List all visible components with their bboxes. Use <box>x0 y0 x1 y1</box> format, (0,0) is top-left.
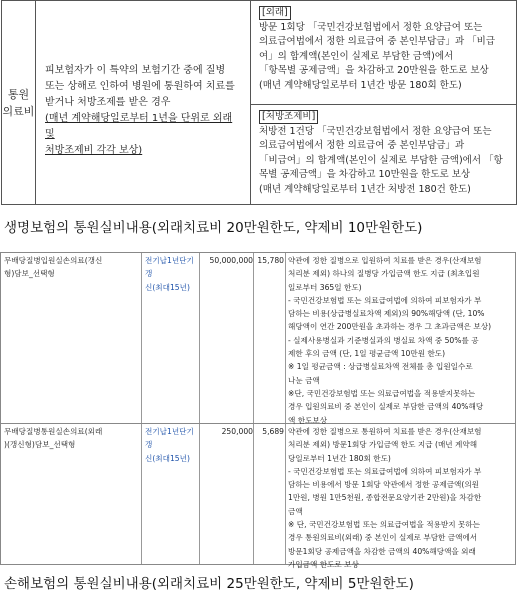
name-line: 형)담보_선택형 <box>4 269 55 279</box>
condition-line-underlined: 처방조제비 각각 보상) <box>45 145 143 156</box>
column-divider <box>253 253 254 564</box>
prescription-line: 「비급여」의 합계액(본인이 실제로 부담한 금액)에서 「항 <box>259 154 503 166</box>
prescription-line: 처방전 1건당 「국민건강보험법에서 정한 요양급여 또는 <box>259 125 492 137</box>
desc-line: 처리분 제외) 방문1회당 가입금액 한도 지급 (매년 계약해 <box>288 440 478 450</box>
prescription-line: 의료급여법에서 정한 의료급여 중 본인부담금」과 <box>259 140 465 151</box>
column-divider <box>199 253 200 564</box>
column-divider <box>285 253 286 564</box>
desc-line: 약관에 정한 질병으로 입원하여 치료를 받은 경우(산재보험 <box>288 256 482 265</box>
desc-line: 경우 입원의료비 중 본인이 실제로 부담한 금액의 40%해당 <box>288 402 484 412</box>
desc-line: 가입금액 한도로 보상 <box>288 559 359 569</box>
outpatient-line: 여」의 합계액(본인이 실제로 부담한 금액)에서 <box>259 50 454 62</box>
plan-line: 전기납1년단기갱 <box>145 256 194 279</box>
desc-line: 처리분 제외) 하나의 질병당 가입금액 한도 지급 (최초입원 <box>288 269 480 279</box>
desc-line: 경우 통원의료비(외래) 중 본인이 실제로 부담한 금액에서 <box>288 533 478 543</box>
table-row-2-premium: 5,689 <box>262 427 284 436</box>
outpatient-line: 의료급여법에서 정한 의료급여 중 본인부담금」과 「비급 <box>259 36 495 47</box>
life-insurance-coverage-table <box>1 0 517 205</box>
plan-line: 신(최대15년) <box>145 282 190 292</box>
cell-divider <box>251 104 516 105</box>
coverage-condition-cell <box>35 1 251 204</box>
desc-line: 액 한도보상 <box>288 415 328 425</box>
outpatient-line: 방문 1회당 「국민건강보험법에서 정한 요양급여 또는 <box>259 21 483 33</box>
outpatient-label: [외래] <box>259 6 291 20</box>
desc-line: 나눈 금액 <box>288 375 320 385</box>
desc-line: ※ 1일 평균금액 : 상급병실료차액 전체를 총 입원일수로 <box>288 362 473 372</box>
prescription-label: [처방조제비] <box>259 110 318 124</box>
name-line: )(갱신형)담보_선택형 <box>4 440 76 450</box>
desc-line: 당일로부터 1년간 180회 한도) <box>288 453 391 463</box>
desc-line: - 국민건강보험법 또는 의료급여법에 의하여 피보험자가 부 <box>288 295 482 305</box>
table-row-1-plan <box>145 254 199 294</box>
table-row-2-description <box>288 425 512 571</box>
outpatient-line: 「항목별 공제금액」을 차감하고 20만원을 한도로 보상 <box>259 65 489 76</box>
name-line: 무배당질병통원실손의료(외래 <box>4 427 103 436</box>
condition-line: 피보험자가 이 특약의 보험기간 중에 질병 <box>45 65 226 76</box>
row-header-line: 의료비 <box>2 104 35 118</box>
benefit-details-cell <box>251 1 516 204</box>
name-line: 무배당질병입원실손의료(갱신 <box>4 256 103 265</box>
prescription-line: 목별 공제금액」을 차감하고 10만원을 한도로 보상 <box>259 169 471 180</box>
table-row-2-amount: 250,000 <box>221 427 253 436</box>
non-life-insurance-coverage-table <box>0 252 516 569</box>
desc-line: 제한 후의 금액 (단, 1일 평균금액 10만원 한도) <box>288 349 446 359</box>
life-insurance-caption: 생명보험의 통원실비내용(외래치료비 20만원한도, 약제비 10만원한도) <box>4 220 423 236</box>
desc-line: - 국민건강보험법 또는 의료급여법에 의하여 피보험자가 부 <box>288 466 482 476</box>
desc-line: ※ 단, 국민건강보험법 또는 의료급여법을 적용받지 못하는 <box>288 520 480 530</box>
table-row-1-name <box>4 254 138 281</box>
desc-line: 금액 <box>288 506 303 516</box>
desc-line: 1만원, 병원 1만5천원, 종합전문요양기관 2만원)을 차감한 <box>288 493 482 503</box>
non-life-insurance-caption: 손해보험의 통원실비내용(외래치료비 25만원한도, 약제비 5만원한도) <box>4 576 414 592</box>
prescription-line: (매년 계약해당일로부터 1년간 처방전 180건 한도) <box>259 183 471 195</box>
desc-line: - 실제사용병실과 기준병실과의 병실료 차액 중 50%를 공 <box>288 335 479 345</box>
desc-line: 담하는 비용(상급병실료차액 제외)의 90%해당액 (단, 10% <box>288 309 485 319</box>
table-row-1-amount: 50,000,000 <box>209 256 253 265</box>
desc-line: 방문1회당 공제금액을 차감한 금액의 40%해당액을 외래 <box>288 546 476 556</box>
desc-line: ※단, 국민건강보험법 또는 의료급여법을 적용받지못하는 <box>288 388 476 398</box>
table-row-1-description <box>288 254 512 427</box>
condition-line: 받거나 처방조제를 받은 경우 <box>45 97 171 108</box>
desc-line: 약관에 정한 질병으로 통원하여 치료를 받은 경우(산재보험 <box>288 427 482 436</box>
condition-line-underlined: (매년 계약해당일로부터 1년을 단위로 외래 및 <box>45 113 233 140</box>
desc-line: 일로부터 365일 한도) <box>288 282 362 292</box>
condition-line: 또는 상해로 인하여 병원에 통원하여 치료를 <box>45 81 235 92</box>
row-header-outpatient-medical <box>2 1 36 204</box>
row-header-line: 통원 <box>7 87 30 101</box>
table-row-2-plan <box>145 425 199 465</box>
table-row-2-name <box>4 425 138 452</box>
desc-line: 해당액이 연간 200만원을 초과하는 경우 그 초과금액은 보상) <box>288 322 492 332</box>
desc-line: 담하는 비용에서 방문 1회당 약관에서 정한 공제금액(의원 <box>288 480 479 490</box>
plan-line: 전기납1년단기갱 <box>145 427 194 450</box>
table-row-1-premium: 15,780 <box>257 256 284 265</box>
outpatient-line: (매년 계약해당일로부터 1년간 방문 180회 한도) <box>259 79 462 91</box>
column-divider <box>141 253 142 564</box>
plan-line: 신(최대15년) <box>145 453 190 463</box>
